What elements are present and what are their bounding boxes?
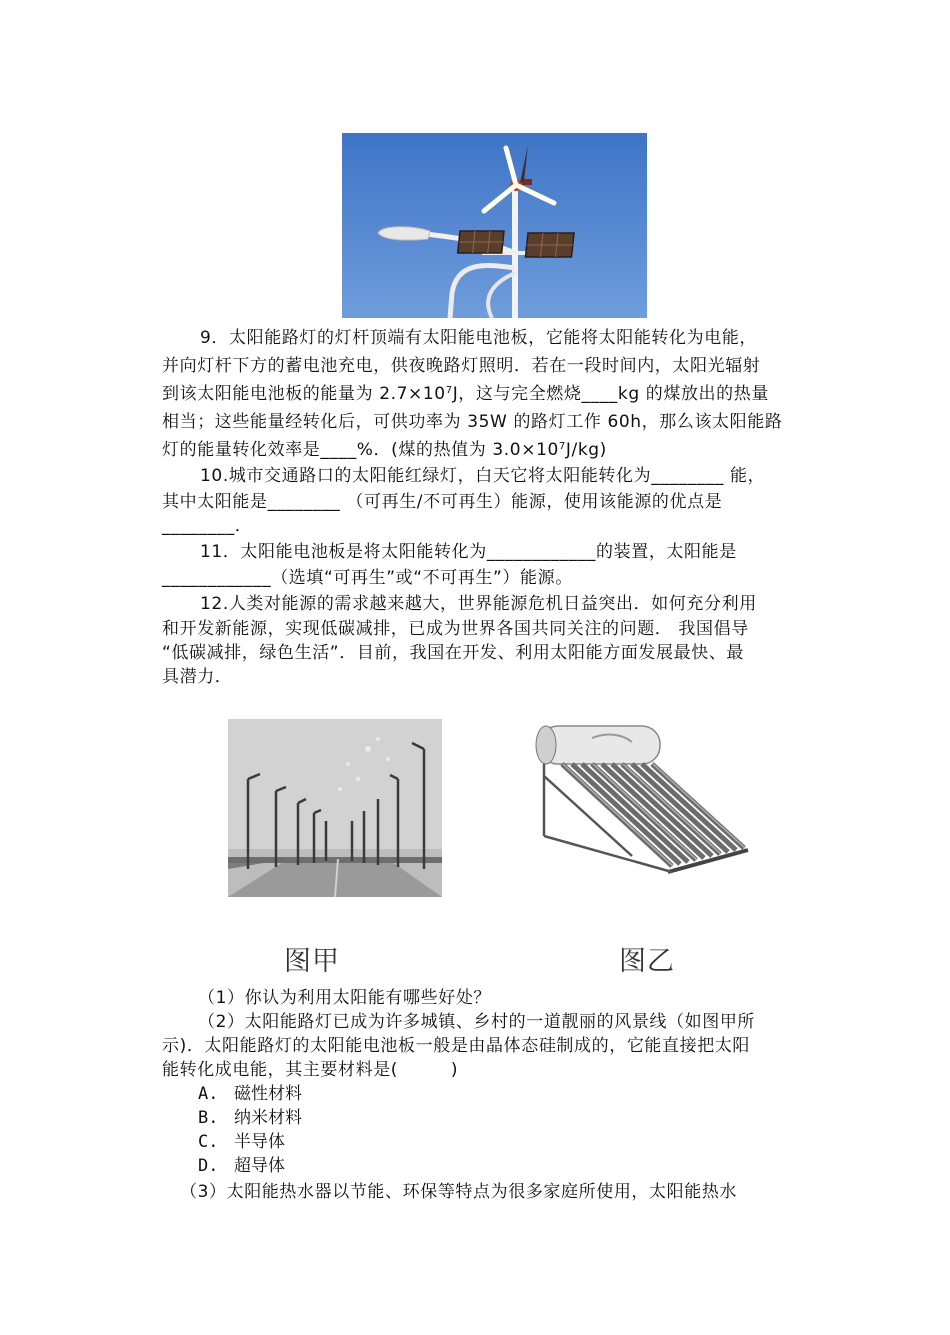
option-c-text: 半导体 [234, 1132, 285, 1152]
sub2-line-3: 能转化成电能，其主要材料是( ) [162, 1060, 459, 1080]
option-a-key: A. [198, 1084, 219, 1104]
q10-line-1: 10.城市交通路口的太阳能红绿灯，白天它将太阳能转化为________ 能， [200, 466, 766, 486]
figure-jia-photo [228, 719, 442, 897]
figure-jia-caption: 图甲 [284, 946, 340, 977]
q9-line-5-b: J/kg) [565, 440, 607, 460]
option-b-key: B. [198, 1108, 219, 1128]
q12-line-1: 12.人类对能源的需求越来越大，世界能源危机日益突出．如何充分利用 [200, 594, 757, 614]
q9-line-5-exponent: 7 [558, 441, 566, 452]
q9-line-3-b: J，这与完全燃烧____kg 的煤放出的热量 [452, 384, 769, 404]
q9-line-2: 并向灯杆下方的蓄电池充电，供夜晚路灯照明．若在一段时间内，太阳光辐射 [162, 356, 761, 376]
sub3-text: （3）太阳能热水器以节能、环保等特点为很多家庭所使用，太阳能热水 [180, 1182, 738, 1202]
option-b-text: 纳米材料 [234, 1108, 302, 1128]
option-b[interactable] [198, 1106, 302, 1130]
q9-line-1: 9．太阳能路灯的灯杆顶端有太阳能电池板，它能将太阳能转化为电能， [200, 328, 758, 348]
q12-line-2: 和开发新能源，实现低碳减排，已成为世界各国共同关注的问题． 我国倡导 [162, 619, 749, 639]
option-c-key: C. [198, 1132, 219, 1152]
option-c[interactable] [198, 1130, 285, 1154]
solar-water-heater-icon [522, 716, 752, 900]
q9-line-3 [162, 382, 769, 406]
q9-line-5 [162, 438, 607, 462]
q9-line-5-a: 灯的能量转化效率是____%．(煤的热值为 3.0×10 [162, 440, 559, 460]
q10-line-3: ________． [162, 516, 253, 536]
street-lamps-road-icon [228, 719, 442, 897]
q12-line-3: “低碳减排，绿色生活”．目前，我国在开发、利用太阳能方面发展最快、最 [162, 643, 745, 663]
option-d[interactable] [198, 1154, 285, 1178]
solar-street-lamp-photo [342, 133, 647, 318]
q9-line-4: 相当；这些能量经转化后，可供功率为 35W 的路灯工作 60h，那么该太阳能路 [162, 412, 783, 432]
option-a-text: 磁性材料 [234, 1084, 302, 1104]
q10-line-2: 其中太阳能是________ （可再生/不可再生）能源，使用该能源的优点是 [162, 492, 723, 512]
figure-yi-photo [522, 716, 752, 900]
q11-line-2: ____________（选填“可再生”或“不可再生”）能源。 [162, 568, 573, 588]
option-a[interactable] [198, 1082, 302, 1106]
figure-yi-caption: 图乙 [619, 946, 675, 977]
q9-line-3-exponent: 7 [445, 385, 453, 396]
sub2-line-1: （2）太阳能路灯已成为许多城镇、乡村的一道靓丽的风景线（如图甲所 [198, 1012, 756, 1032]
option-d-text: 超导体 [234, 1156, 285, 1176]
q12-line-4: 具潜力． [162, 667, 233, 687]
sub1-text: （1）你认为利用太阳能有哪些好处？ [198, 988, 492, 1008]
solar-wind-street-lamp-icon [342, 133, 647, 318]
q11-line-1: 11．太阳能电池板是将太阳能转化为____________的装置，太阳能是 [200, 542, 737, 562]
option-d-key: D. [198, 1156, 219, 1176]
sub2-line-2: 示)．太阳能路灯的太阳能电池板一般是由晶体态硅制成的，它能直接把太阳 [162, 1036, 751, 1056]
q9-line-3-a: 到该太阳能电池板的能量为 2.7×10 [162, 384, 446, 404]
